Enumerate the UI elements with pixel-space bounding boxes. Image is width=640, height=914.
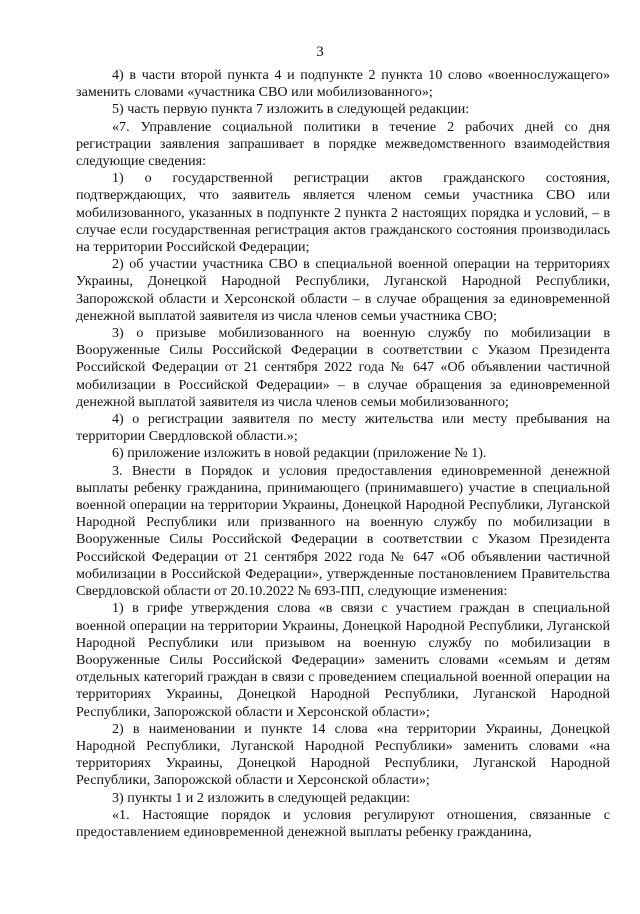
paragraph-change-3: 3) пункты 1 и 2 изложить в следующей редакции: xyxy=(112,789,411,806)
paragraph-subitem-2: 2) об участии участника СВО в специальной военной операции на территориях Украины, Донецкой Народной Республики, Луганской Народной Республики, Запорожской области и Херсонской области – в случае обращения за единовременной денежной выплатой заявителя из числа членов семьи участника СВО; xyxy=(76,256,610,324)
paragraph-item-5-amendment: 5) часть первую пункта 7 изложить в следующей редакции: xyxy=(112,101,470,118)
paragraph-subitem-3: 3) о призыве мобилизованного на военную службу по мобилизации в Вооруженные Силы Российской Федерации в соответствии с Указом Президента Российской Федерации от 21 сентября 2022 года № 647 «Об объявлении частичной мобилизации в Российской Федерации» – в случае обращения за единовременной денежной выплатой заявителя из числа членов семьи мобилизованного; xyxy=(76,325,610,410)
paragraph-subitem-4: 4) о регистрации заявителя по месту жительства или месту пребывания на территории Свердловской области.»; xyxy=(76,411,610,445)
paragraph-item-6-amendment: 6) приложение изложить в новой редакции (приложение № 1). xyxy=(112,445,487,462)
paragraph-subitem-1: 1) о государственной регистрации актов гражданского состояния, подтверждающих, что заявитель является членом семьи участника СВО или мобилизованного, указанных в подпункте 2 пункта 2 настоящих порядка и условий, – в случае если государственная регистрация актов гражданского состояния производилась на территории Российской Федерации; xyxy=(76,170,610,256)
document-body xyxy=(76,67,610,841)
paragraph-change-2: 2) в наименовании и пункте 14 слова «на территории Украины, Донецкой Народной Республики, Луганской Народной Республики» заменить словами «на территориях Украины, Донецкой Народной Республики, Луганской Народной Республики, Запорожской области и Херсонской области»; xyxy=(76,720,610,789)
paragraph-clause-7: «7. Управление социальной политики в течение 2 рабочих дней со дня регистрации заявления запрашивает в порядке межведомственного взаимодействия следующие сведения: xyxy=(76,118,610,170)
paragraph-clause-1-new: «1. Настоящие порядок и условия регулируют отношения, связанные с предоставлением единовременной денежной выплаты ребенку гражданина, xyxy=(76,806,610,840)
paragraph-change-1: 1) в грифе утверждения слова «в связи с участием граждан в специальной военной операции на территории Украины, Донецкой Народной Республики, Луганской Народной Республики или призывом на военную службу по мобилизации в Вооруженные Силы Российской Федерации» заменить словами «семьям и детям отдельных категорий граждан в связи с проведением специальной военной операции на территориях Украины, Донецкой Народной Республики, Луганской Народной Республики, Запорожской области и Херсонской области»; xyxy=(76,600,610,720)
paragraph-section-3: 3. Внести в Порядок и условия предоставления единовременной денежной выплаты ребенку гражданина, принимающего (принимавшего) участие в специальной военной операции на территории Украины, Донецкой Народной Республики, Луганской Народной Республики или призванного на военную службу по мобилизации в Вооруженные Силы Российской Федерации в соответствии с Указом Президента Российской Федерации от 21 сентября 2022 года № 647 «Об объявлении частичной мобилизации в Российской Федерации», утвержденные постановлением Правительства Свердловской области от 20.10.2022 № 693-ПП, следующие изменения: xyxy=(76,462,610,600)
paragraph-item-4-amendment: 4) в части второй пункта 4 и подпункте 2 пункта 10 слово «военнослужащего» заменить словами «участника СВО или мобилизованного»; xyxy=(76,67,610,101)
page-number: 3 xyxy=(316,44,324,60)
